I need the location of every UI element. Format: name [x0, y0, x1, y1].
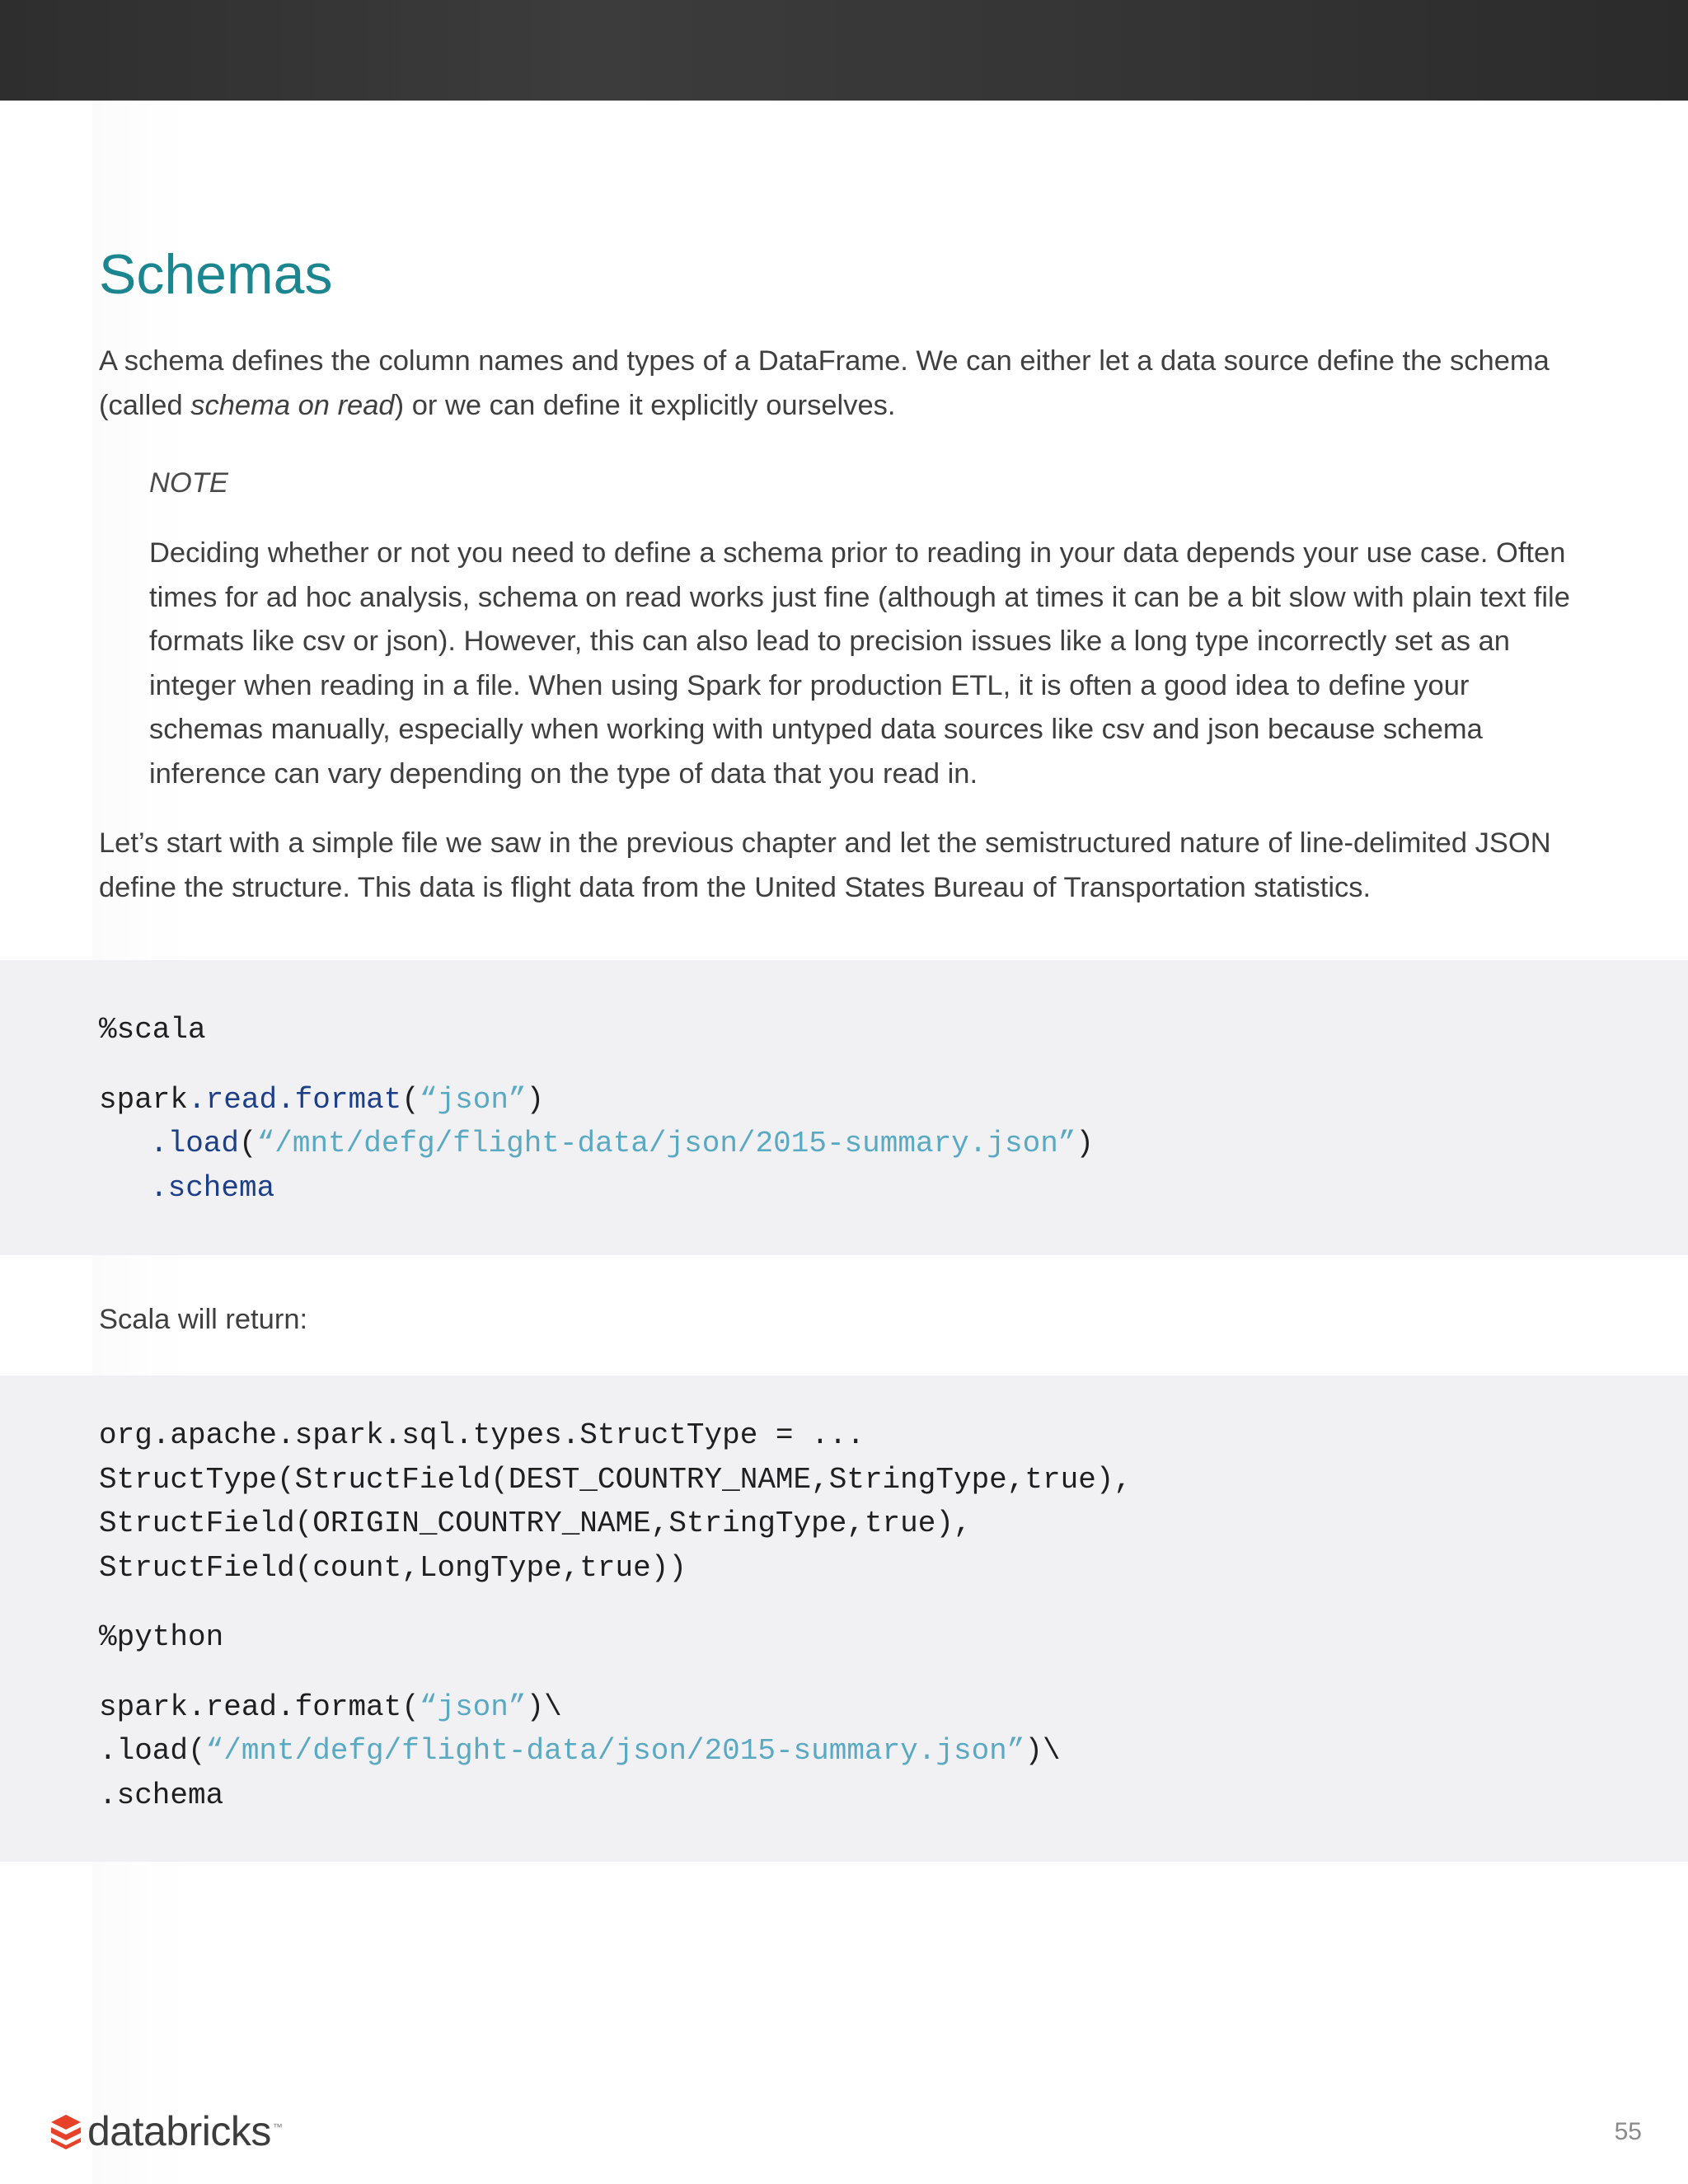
databricks-logo: [49, 2107, 282, 2156]
code-token-paren-open: (: [239, 1127, 257, 1160]
code-token-spark: spark: [99, 1082, 189, 1117]
code-lines: [99, 1413, 1132, 1817]
code-token-string-json: “json”: [419, 1082, 527, 1117]
paragraph-scala-return: Scala will return:: [99, 1304, 308, 1335]
code-token-string-json: “json”: [419, 1690, 527, 1724]
code-output-line: org.apache.spark.sql.types.StructType = ...: [99, 1418, 865, 1452]
code-line-load: [99, 1122, 1094, 1166]
code-block-output-python: [0, 1376, 1688, 1862]
code-token-paren-close: ): [526, 1082, 545, 1117]
intro-text-part2: ) or we can define it explicitly ourselves.: [394, 389, 896, 421]
code-magic-scala: %scala: [99, 1013, 206, 1047]
code-output-line: StructField(ORIGIN_COUNTRY_NAME,StringType,true),: [99, 1507, 972, 1540]
page-number: 55: [1614, 2118, 1642, 2145]
logo-wordmark: [87, 2108, 283, 2154]
code-token-prefix: .load(: [99, 1734, 206, 1768]
code-token-suffix: )\: [1025, 1734, 1061, 1768]
code-token-paren-close: ): [1076, 1127, 1095, 1160]
code-line-py-load: [99, 1729, 1132, 1774]
logo-trademark: ™: [272, 2121, 283, 2134]
code-token-paren-open: (: [401, 1082, 420, 1117]
note-label: NOTE: [149, 467, 228, 499]
databricks-logo-icon: [49, 2113, 82, 2149]
code-line-read-format: [99, 1078, 1094, 1122]
code-token-suffix: )\: [526, 1690, 562, 1724]
header-banner: [0, 0, 1688, 101]
code-output-line: StructType(StructField(DEST_COUNTRY_NAME,StringType,true),: [99, 1462, 1132, 1497]
code-token-string-path: “/mnt/defg/flight-data/json/2015-summary.json”: [205, 1734, 1025, 1768]
intro-text-part1: A schema defines the column names and types of a DataFrame. We can either let a data source define the schema (called: [99, 345, 1550, 421]
code-token-schema: .schema: [150, 1170, 275, 1205]
code-magic-python: %python: [99, 1620, 224, 1654]
code-output-line: StructField(count,LongType,true)): [99, 1550, 687, 1585]
intro-emphasis: schema on read: [190, 389, 395, 421]
code-line-py-read-format: [99, 1685, 1132, 1730]
intro-paragraph: [99, 340, 1582, 428]
logo-wordmark-text: databricks: [87, 2108, 271, 2154]
code-token-prefix: spark.read.format(: [99, 1690, 420, 1724]
code-token-format: .format: [277, 1082, 402, 1117]
code-line-py-schema: .schema: [99, 1778, 224, 1812]
code-block-scala: [0, 960, 1688, 1255]
code-line-schema: [99, 1166, 1094, 1211]
code-lines: [99, 1008, 1094, 1210]
code-token-read: .read: [188, 1082, 278, 1117]
paragraph-lets-start: Let’s start with a simple file we saw in the previous chapter and let the semistructured nature of line-delimited JSON define the structure. This data is flight data from the United States Bureau of Transportation statistics.: [99, 827, 1551, 903]
note-body: Deciding whether or not you need to define a schema prior to reading in your data depends your use case. Often times for ad hoc analysis, schema on read works just fine (although at times it can be a bit slow with plain text file formats like csv or json). However, this can also lead to precision issues like a long type incorrectly set as an integer when reading in a file. When using Spark for production ETL, it is often a good idea to define your schemas manually, especially when working with untyped data sources like csv and json because schema inference can vary depending on the type of data that you read in.: [149, 537, 1570, 790]
code-token-load: .load: [150, 1127, 240, 1160]
code-token-string-path: “/mnt/defg/flight-data/json/2015-summary.json”: [256, 1127, 1076, 1160]
page-title: Schemas: [99, 243, 333, 306]
